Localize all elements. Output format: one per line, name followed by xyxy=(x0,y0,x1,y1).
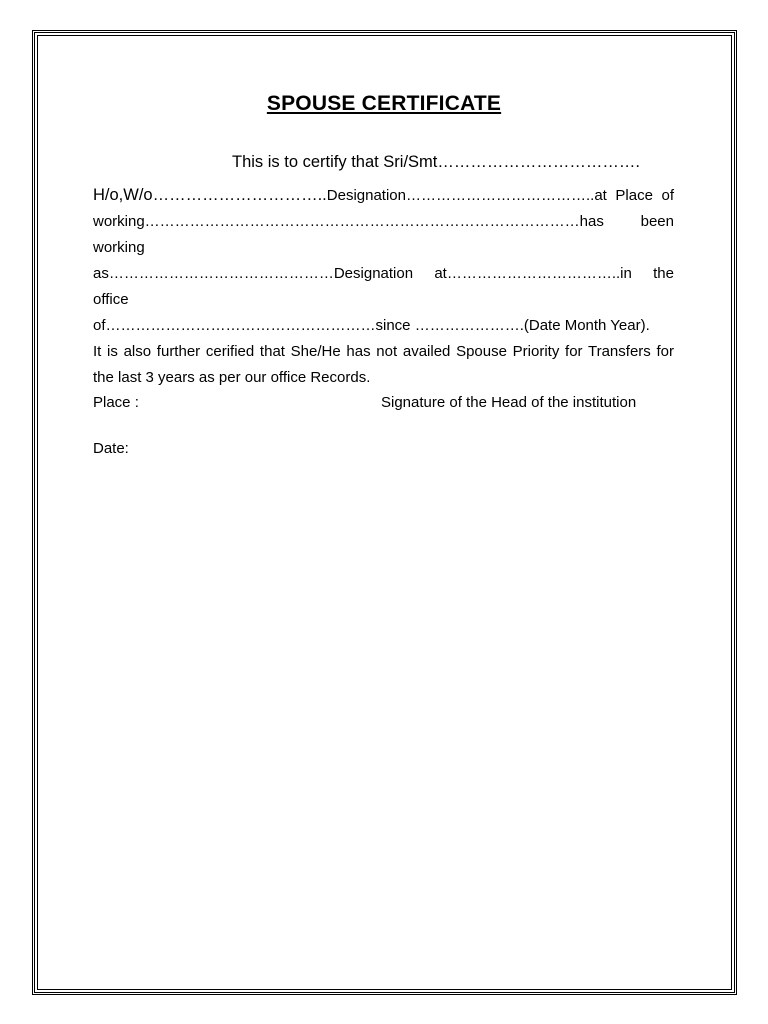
date-label: Date: xyxy=(93,440,129,457)
signature-label: Signature of the Head of the institution xyxy=(381,394,637,411)
designation-field: Designation………………………………..at Place of xyxy=(326,187,674,204)
place-label: Place : xyxy=(93,394,139,411)
body-line-4: of………………………………………………since ………………….(Date Month Year). xyxy=(93,317,650,334)
body-line-2: working……………………………………………………………………………has been working xyxy=(93,213,674,256)
relation-field: H/o,W/o………………………….. xyxy=(93,186,327,204)
priority-statement: It is also further cerified that She/He has not availed Spouse Priority for Transfers for the last 3 years as per our office Records. xyxy=(93,343,674,386)
body-line-1 xyxy=(93,182,674,209)
body-line-3: as………………………………………Designation at……………………………..in the office xyxy=(93,265,674,308)
document-title: SPOUSE CERTIFICATE xyxy=(266,92,502,115)
certificate-body xyxy=(93,182,674,391)
certify-line: This is to certify that Sri/Smt………………………………. xyxy=(232,153,640,171)
page-border xyxy=(32,30,737,995)
